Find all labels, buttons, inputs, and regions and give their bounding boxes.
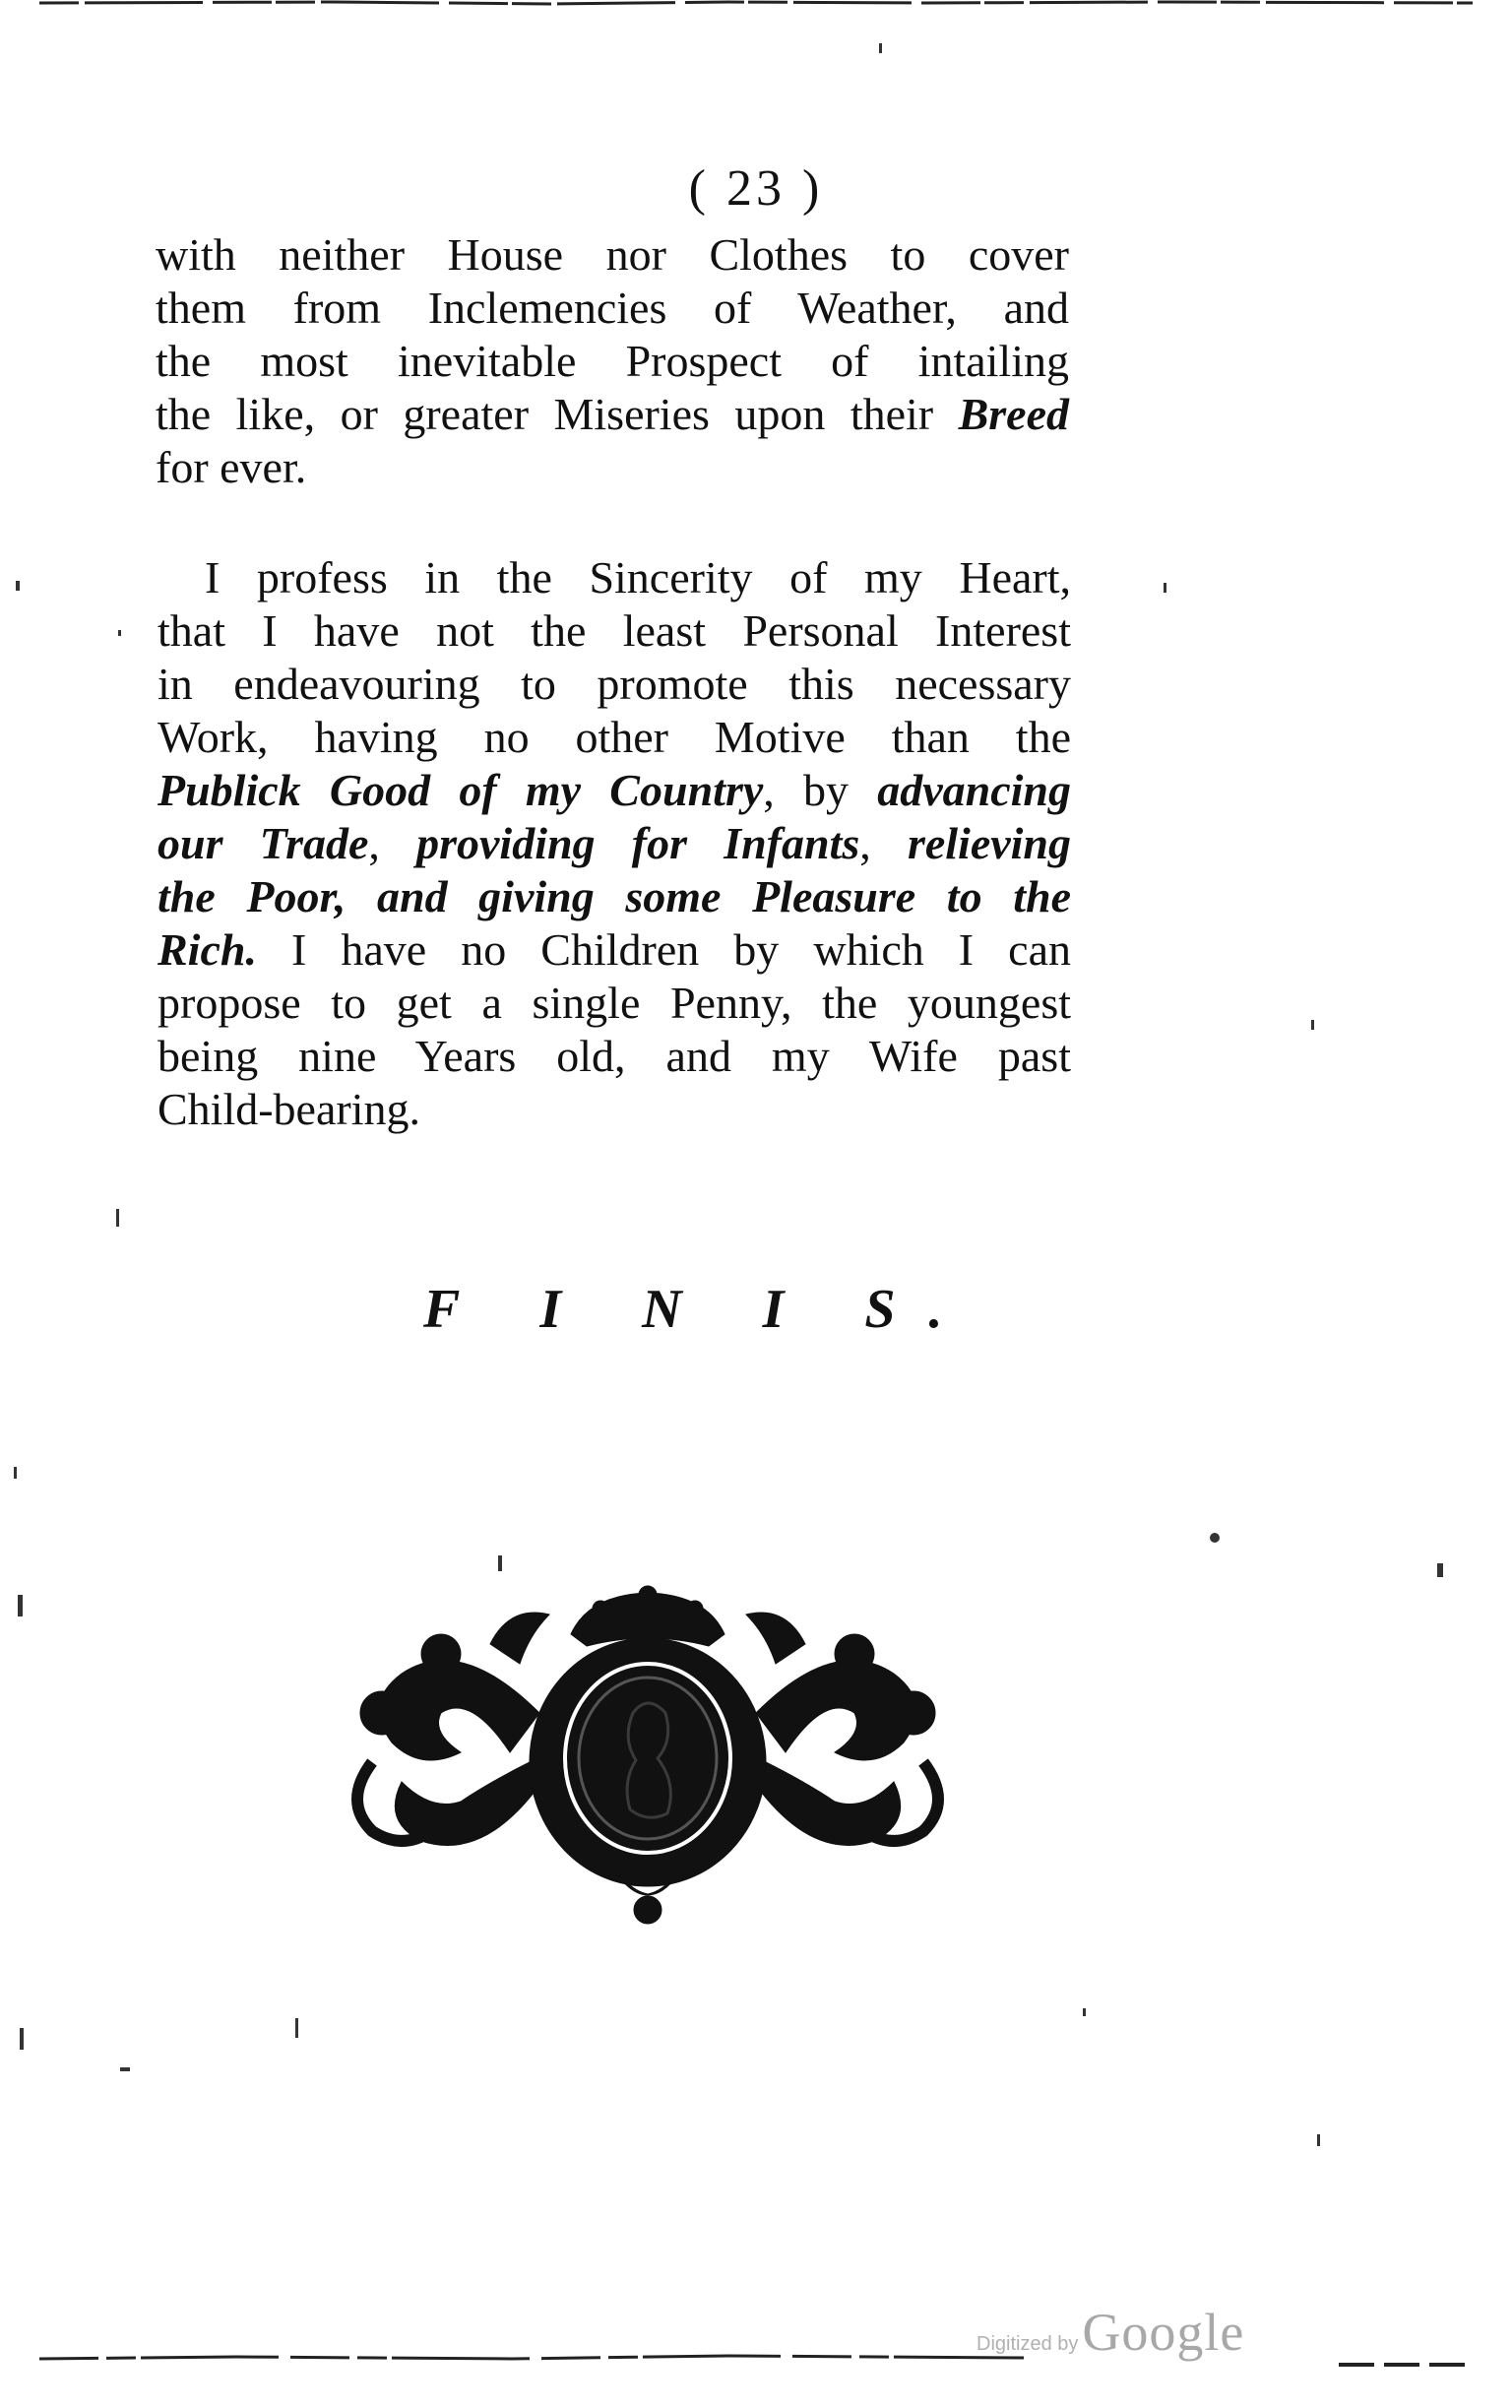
watermark-small-text: Digitized by (976, 2333, 1079, 2355)
italic-run: relieving (907, 818, 1072, 868)
italic-run: Breed (958, 389, 1069, 439)
text-run: , by (763, 765, 878, 815)
paragraph-2 (158, 551, 1071, 1136)
top-edge-rule (39, 0, 1473, 8)
text-line: the most inevitable Prospect of intailing (156, 336, 1069, 386)
text-line: I profess in the Sincerity of my Heart, (205, 552, 1071, 602)
text-line: for ever. (156, 442, 307, 492)
text-line: Work, having no other Motive than the (158, 712, 1071, 762)
text-line: with neither House nor Clothes to cover (156, 229, 1069, 280)
italic-run: Publick Good of my Country (158, 765, 764, 815)
text-line: being nine Years old, and my Wife past (158, 1031, 1071, 1081)
text-line: that I have not the least Personal Interest (158, 605, 1071, 656)
text-run: the like, or greater Miseries upon their (156, 389, 959, 439)
digitized-by-watermark (976, 2302, 1244, 2363)
italic-run: Rich. (158, 924, 257, 975)
text-run: , (859, 818, 908, 868)
paragraph-1 (156, 228, 1069, 494)
italic-run: providing for Infants (416, 818, 860, 868)
finis-heading: F I N I S. (423, 1279, 976, 1340)
text-line (158, 764, 1071, 817)
crowned-cartouche-ornament-icon (343, 1565, 953, 1930)
text-line: in endeavouring to promote this necessary (158, 659, 1071, 709)
text-line (158, 817, 1071, 870)
page-number: ( 23 ) (688, 160, 824, 217)
google-logo-text: Google (1082, 2303, 1245, 2362)
bottom-edge-rule (39, 2347, 1473, 2369)
text-run: I have no Children by which I can (256, 924, 1071, 975)
italic-run: advancing (877, 765, 1072, 815)
text-line (158, 923, 1071, 977)
italic-run: the Poor, and giving some Pleasure to the (158, 871, 1071, 921)
text-line: propose to get a single Penny, the youngest (158, 978, 1071, 1028)
text-line: them from Inclemencies of Weather, and (156, 283, 1069, 333)
text-line (156, 388, 1069, 441)
text-line (158, 870, 1071, 923)
text-line: Child-bearing. (158, 1084, 420, 1134)
italic-run: our Trade (158, 818, 369, 868)
text-run: , (368, 818, 417, 868)
